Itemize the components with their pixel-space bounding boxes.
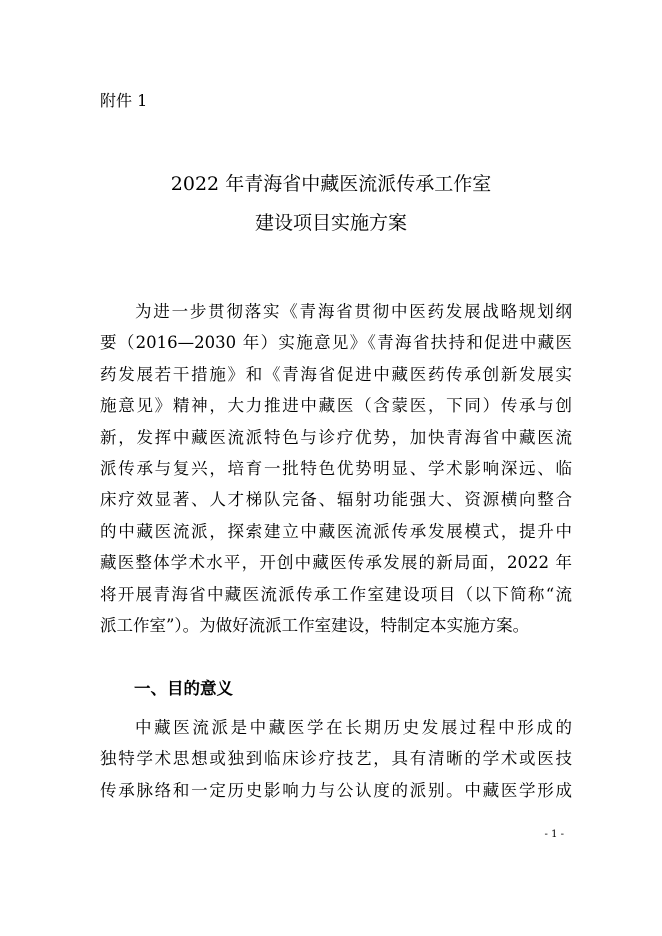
intro-line: 为进一步贯彻落实《青海省贯彻中医药发展战略规划纲 [135, 302, 572, 321]
section-line: 传承脉络和一定历史影响力与公认度的派别。中藏医学形成 [100, 780, 572, 800]
document-title-line-1: 2022 年青海省中藏医流派传承工作室 [170, 173, 492, 195]
intro-line: 派工作室”）。为做好流派工作室建设，特制定本实施方案。 [100, 615, 530, 635]
intro-line: 将开展青海省中藏医流派传承工作室建设项目（以下简称“流 [100, 584, 572, 604]
section-line: 中藏医流派是中藏医学在长期历史发展过程中形成的 [135, 718, 572, 737]
page-number: - 1 - [544, 829, 564, 840]
section-paragraph [100, 712, 572, 806]
intro-line: 藏医整体学术水平，开创中藏医传承发展的新局面，2022 年 [100, 553, 572, 573]
intro-line: 要（2016—2030 年）实施意见》《青海省扶持和促进中藏医 [100, 333, 572, 353]
intro-line: 药发展若干措施》和《青海省促进中藏医药传承创新发展实 [100, 364, 572, 384]
attachment-label: 附件 1 [100, 91, 148, 110]
document-title-line-2: 建设项目实施方案 [254, 212, 407, 234]
intro-line: 的中藏医流派，探索建立中藏医流派传承发展模式，提升中 [100, 521, 572, 541]
intro-line: 施意见》精神，大力推进中藏医（含蒙医，下同）传承与创 [100, 396, 572, 416]
section-line: 独特学术思想或独到临床诊疗技艺，具有清晰的学术或医技 [100, 749, 572, 769]
intro-line: 派传承与复兴，培育一批特色优势明显、学术影响深远、临 [100, 458, 572, 478]
intro-line: 新，发挥中藏医流派特色与诊疗优势，加快青海省中藏医流 [100, 427, 572, 447]
section-heading: 一、目的意义 [134, 679, 233, 698]
intro-paragraph [100, 296, 572, 641]
intro-line: 床疗效显著、人才梯队完备、辐射功能强大、资源横向整合 [100, 490, 572, 510]
